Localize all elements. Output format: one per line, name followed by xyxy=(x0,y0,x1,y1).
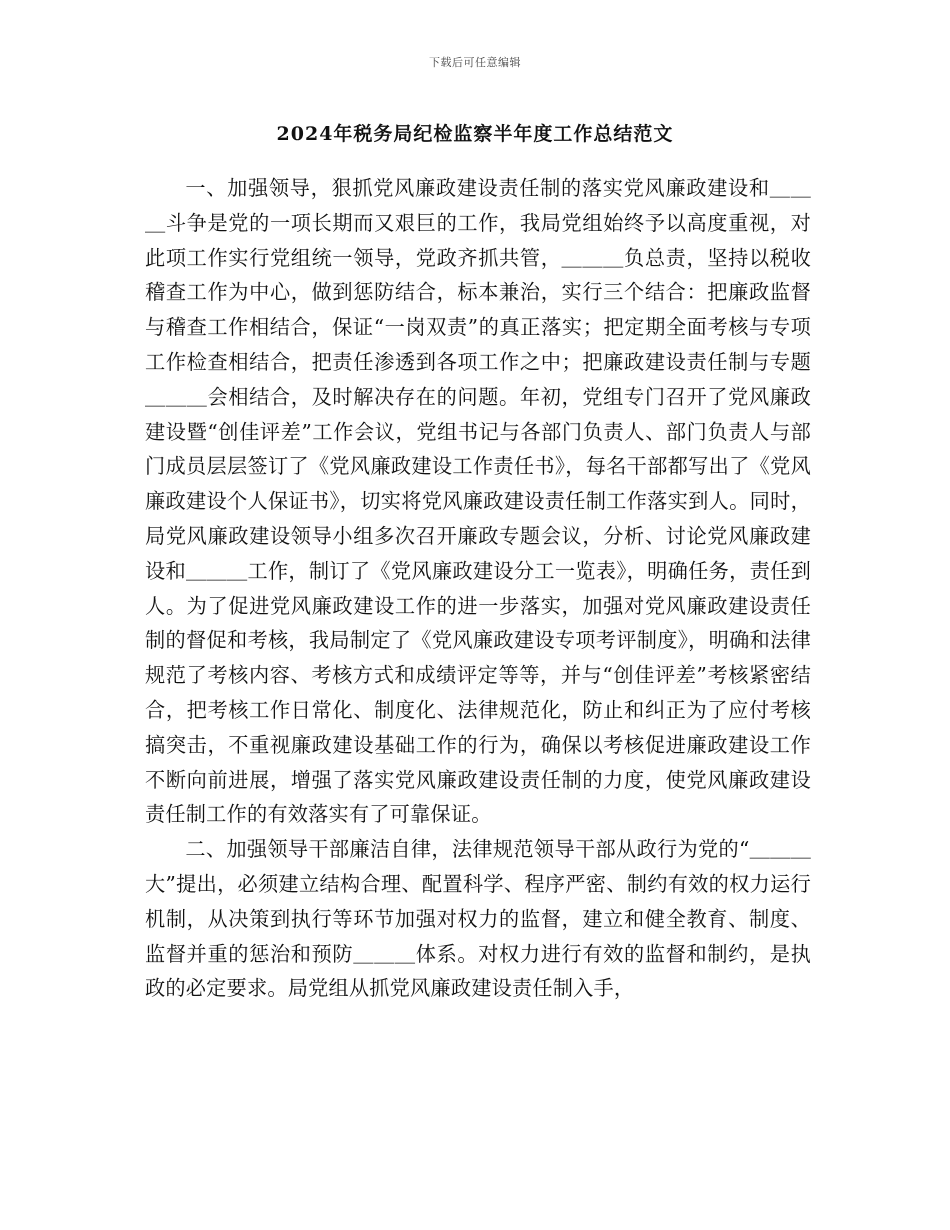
document-body xyxy=(145,171,811,1006)
paragraph-1: 一、加强领导，狠抓党风廉政建设责任制的落实党风廉政建设和＿＿＿斗争是党的一项长期而又艰巨的工作，我局党组始终予以高度重视，对此项工作实行党组统一领导，党政齐抓共管，＿＿＿负总责，坚持以税收稽查工作为中心，做到惩防结合，标本兼治，实行三个结合：把廉政监督与稽查工作相结合，保证“一岗双责”的真正落实；把定期全面考核与专项工作检查相结合，把责任渗透到各项工作之中；把廉政建设责任制与专题＿＿＿会相结合，及时解决存在的问题。年初，党组专门召开了党风廉政建设暨“创佳评差”工作会议，党组书记与各部门负责人、部门负责人与部门成员层层签订了《党风廉政建设工作责任书》，每名干部都写出了《党风廉政建设个人保证书》，切实将党风廉政建设责任制工作落实到人。同时，局党风廉政建设领导小组多次召开廉政专题会议，分析、讨论党风廉政建设和＿＿＿工作，制订了《党风廉政建设分工一览表》，明确任务，责任到人。为了促进党风廉政建设工作的进一步落实，加强对党风廉政建设责任制的督促和考核，我局制定了《党风廉政建设专项考评制度》，明确和法律规范了考核内容、考核方式和成绩评定等等，并与“创佳评差”考核紧密结合，把考核工作日常化、制度化、法律规范化，防止和纠正为了应付考核搞突击，不重视廉政建设基础工作的行为，确保以考核促进廉政建设工作不断向前进展，增强了落实党风廉政建设责任制的力度，使党风廉政建设责任制工作的有效落实有了可靠保证。 xyxy=(145,176,811,827)
page-header-note: 下载后可任意编辑 xyxy=(429,56,521,69)
paragraph-2: 二、加强领导干部廉洁自律，法律规范领导干部从政行为党的“＿＿＿大”提出，必须建立结构合理、配置科学、程序严密、制约有效的权力运行机制，从决策到执行等环节加强对权力的监督，建立和健全教育、制度、监督并重的惩治和预防＿＿＿体系。对权力进行有效的监督和制约，是执政的必定要求。局党组从抓党风廉政建设责任制入手， xyxy=(145,837,811,1001)
document-title: 2024年税务局纪检监察半年度工作总结范文 xyxy=(276,123,674,145)
